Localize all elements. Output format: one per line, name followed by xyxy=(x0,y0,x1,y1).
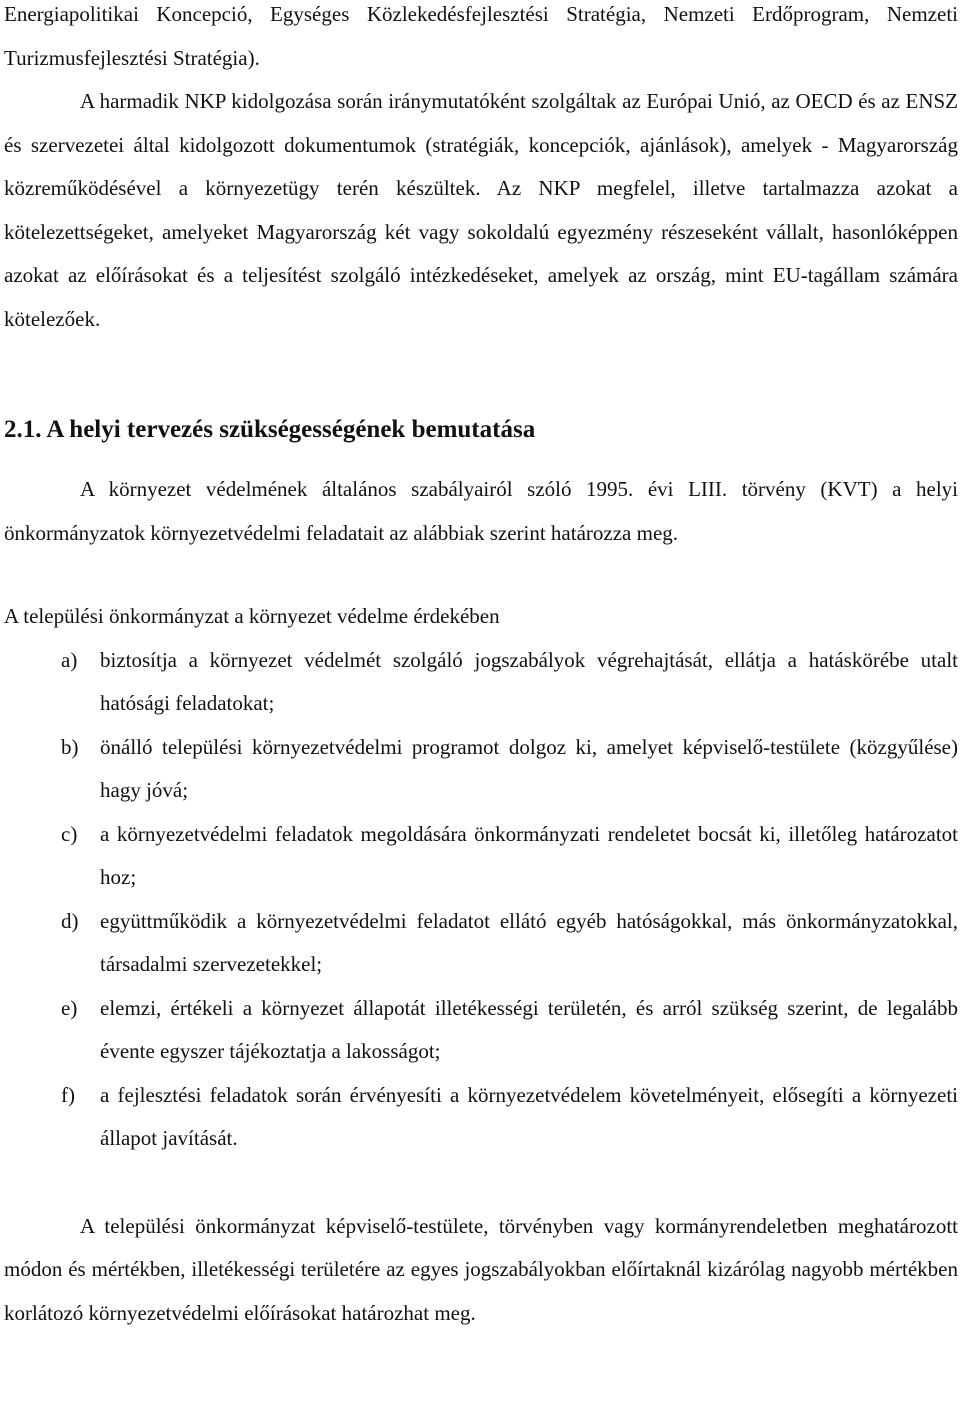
list-item xyxy=(4,987,958,1074)
list-item xyxy=(4,726,958,813)
list-marker: c) xyxy=(61,821,78,846)
list-item-text: biztosítja a környezet védelmét szolgáló jogszabályok végrehajtását, ellátja a hatáskörébe utalt hatósági feladatokat; xyxy=(100,647,958,715)
document-page xyxy=(4,0,958,1335)
list-marker: d) xyxy=(61,908,79,933)
list-marker: e) xyxy=(61,995,78,1020)
list-marker: a) xyxy=(61,647,78,672)
paragraph-nkp: A harmadik NKP kidolgozása során iránymutatóként szolgáltak az Európai Unió, az OECD és az ENSZ és szervezetei által kidolgozott dokumentumok (stratégiák, koncepciók, ajánlások), amelyek - Magyarország közreműködésével a környezetügy terén készültek. Az NKP megfelel, illetve tartalmazza azokat a kötelezettségeket, amelyeket Magyarország két vagy sokoldalú egyezmény részeseként vállalt, hasonlóképpen azokat az előírásokat és a teljesítést szolgáló intézkedéseket, amelyek az ország, mint EU-tagállam számára kötelezőek. xyxy=(4,89,958,331)
list-item-text: önálló települési környezetvédelmi programot dolgoz ki, amelyet képviselő-testülete (közgyűlése) hagy jóvá; xyxy=(100,734,958,802)
list-marker: b) xyxy=(61,734,79,759)
list-item xyxy=(4,900,958,987)
duties-list xyxy=(4,639,958,1161)
list-item-text: a környezetvédelmi feladatok megoldására önkormányzati rendeletet bocsát ki, illetőleg határozatot hoz; xyxy=(100,821,958,889)
list-marker: f) xyxy=(61,1082,75,1107)
list-item-text: a fejlesztési feladatok során érvényesíti a környezetvédelem követelményeit, elősegíti a környezeti állapot javítását. xyxy=(100,1082,958,1150)
section-heading: 2.1. A helyi tervezés szükségességének bemutatása xyxy=(4,416,536,443)
list-item xyxy=(4,1074,958,1161)
paragraph-final: A települési önkormányzat képviselő-testülete, törvényben vagy kormányrendeletben meghatározott módon és mértékben, illetékességi területére az egyes jogszabályokban előírtaknál kizárólag nagyobb mértékben korlátozó környezetvédelmi előírásokat határozhat meg. xyxy=(4,1213,958,1325)
list-item xyxy=(4,639,958,726)
list-intro: A települési önkormányzat a környezet védelme érdekében xyxy=(4,604,500,628)
list-item-text: együttműködik a környezetvédelmi feladatot ellátó egyéb hatóságokkal, más önkormányzatokkal, társadalmi szervezetekkel; xyxy=(100,908,958,976)
paragraph-continuation: Energiapolitikai Koncepció, Egységes Közlekedésfejlesztési Stratégia, Nemzeti Erdőprogram, Nemzeti Turizmusfejlesztési Stratégia). xyxy=(4,2,958,70)
paragraph-kvt: A környezet védelmének általános szabályairól szóló 1995. évi LIII. törvény (KVT) a helyi önkormányzatok környezetvédelmi feladatait az alábbiak szerint határozza meg. xyxy=(4,477,958,545)
list-item-text: elemzi, értékeli a környezet állapotát illetékességi területén, és arról szükség szerint, de legalább évente egyszer tájékoztatja a lakosságot; xyxy=(100,995,958,1063)
list-item xyxy=(4,813,958,900)
